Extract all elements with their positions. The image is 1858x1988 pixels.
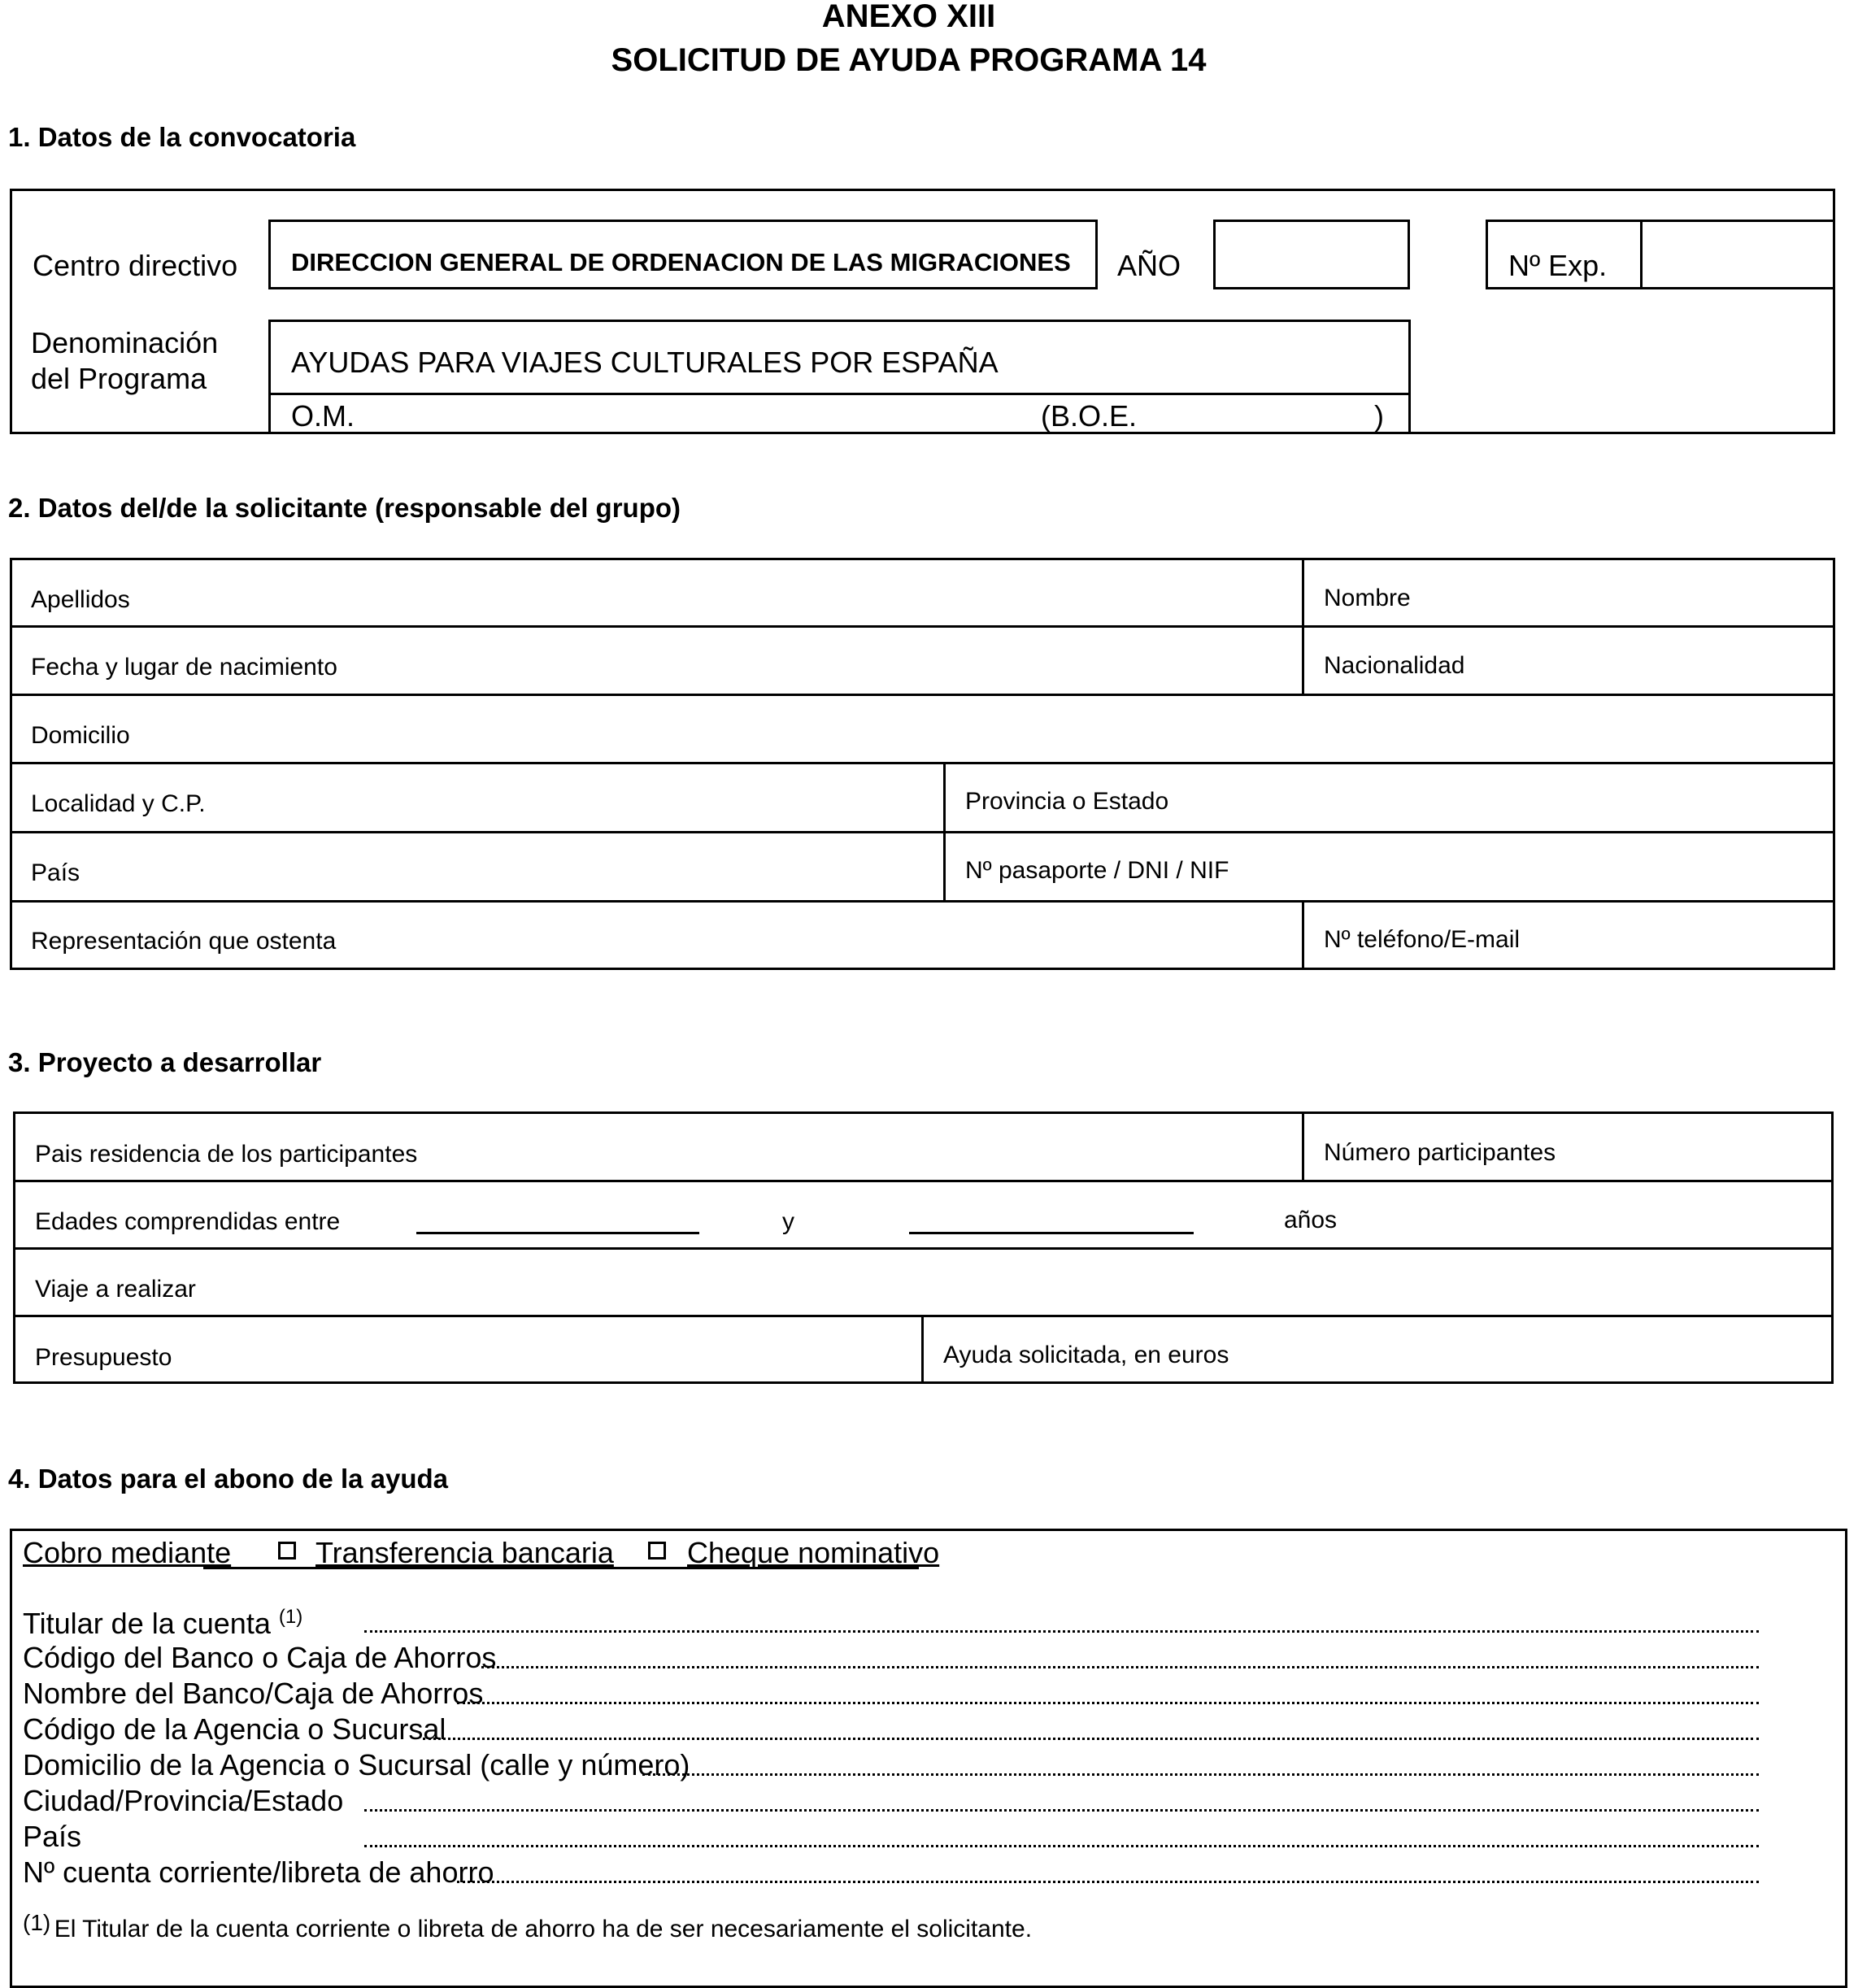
fecha-label: Fecha y lugar de nacimiento xyxy=(31,654,337,681)
numero-participantes-label: Número participantes xyxy=(1324,1139,1556,1166)
domicilio-agencia-label: Domicilio de la Agencia o Sucursal (calle y número) xyxy=(23,1748,690,1781)
section3-heading: 3. Proyecto a desarrollar xyxy=(8,1047,322,1077)
pais-abono-field[interactable] xyxy=(364,1845,1759,1847)
nombre-banco-label: Nombre del Banco/Caja de Ahorros xyxy=(23,1677,484,1710)
edad-max-line[interactable] xyxy=(909,1232,1194,1234)
programa-divider xyxy=(268,393,1411,395)
boe-label: (B.O.E. xyxy=(1041,399,1138,433)
exp-field[interactable] xyxy=(1643,222,1833,287)
anos-label: años xyxy=(1284,1207,1338,1233)
transferencia-label: Transferencia bancaria xyxy=(315,1536,614,1569)
nombre-label: Nombre xyxy=(1324,585,1411,611)
edades-y: y xyxy=(782,1208,794,1235)
s3-row-line-2 xyxy=(13,1247,1834,1250)
cheque-checkbox[interactable] xyxy=(648,1542,666,1560)
s2-row-line-5 xyxy=(10,900,1835,903)
codigo-banco-field[interactable] xyxy=(481,1666,1759,1668)
codigo-agencia-label: Código de la Agencia o Sucursal xyxy=(23,1712,446,1746)
ciudad-field[interactable] xyxy=(364,1809,1759,1812)
s2-col-line-a xyxy=(1302,558,1304,694)
centro-label: Centro directivo xyxy=(33,249,238,282)
exp-label: Nº Exp. xyxy=(1508,249,1608,282)
cobro-underline xyxy=(203,1567,919,1569)
viaje-label: Viaje a realizar xyxy=(35,1276,196,1303)
ciudad-label: Ciudad/Provincia/Estado xyxy=(23,1784,344,1817)
s3-row-line-1 xyxy=(13,1180,1834,1182)
programa-value: AYUDAS PARA VIAJES CULTURALES POR ESPAÑA xyxy=(291,346,999,379)
denominacion-label-2: del Programa xyxy=(31,362,207,395)
cheque-label: Cheque nominativo xyxy=(687,1536,940,1569)
cuenta-label: Nº cuenta corriente/libreta de ahorro xyxy=(23,1855,494,1889)
s2-row-line-3 xyxy=(10,762,1835,764)
titular-field[interactable] xyxy=(364,1630,1759,1633)
codigo-banco-label: Código del Banco o Caja de Ahorros xyxy=(23,1641,497,1674)
footnote xyxy=(23,1910,1033,1943)
centro-value: DIRECCION GENERAL DE ORDENACION DE LAS MIGRACIONES xyxy=(291,248,1071,276)
pais-abono-label: País xyxy=(23,1820,82,1853)
pasaporte-label: Nº pasaporte / DNI / NIF xyxy=(965,857,1229,884)
s2-col-line-b xyxy=(943,762,946,900)
cuenta-field[interactable] xyxy=(457,1881,1759,1883)
titular-label: Titular de la cuenta $^{(1)}$ xyxy=(23,1606,303,1640)
provincia-label: Provincia o Estado xyxy=(965,788,1169,815)
domicilio-agencia-field[interactable] xyxy=(642,1773,1759,1776)
denominacion-label-1: Denominación xyxy=(31,326,219,359)
s2-row-line-1 xyxy=(10,625,1835,628)
s3-col-line-b xyxy=(921,1315,924,1384)
form-title: SOLICITUD DE AYUDA PROGRAMA 14 xyxy=(611,42,1207,78)
section4-heading: 4. Datos para el abono de la ayuda xyxy=(8,1464,449,1494)
annex-title: ANEXO XIII xyxy=(821,0,996,34)
s2-row-line-4 xyxy=(10,831,1835,833)
anio-field[interactable] xyxy=(1213,220,1410,289)
section1-heading: 1. Datos de la convocatoria xyxy=(8,122,356,152)
localidad-label: Localidad y C.P. xyxy=(31,790,206,817)
cobro-label: Cobro mediante xyxy=(23,1536,232,1569)
om-label: O.M. xyxy=(291,399,355,433)
section2-heading: 2. Datos del/de la solicitante (responsable del grupo) xyxy=(8,493,681,523)
footnote-mark: (1) xyxy=(23,1910,51,1935)
codigo-agencia-field[interactable] xyxy=(423,1738,1759,1740)
apellidos-label: Apellidos xyxy=(31,586,130,613)
footnote-text: El Titular de la cuenta corriente o libreta de ahorro ha de ser necesariamente el solicitante. xyxy=(54,1916,1033,1942)
presupuesto-label: Presupuesto xyxy=(35,1344,172,1371)
pais-residencia-label: Pais residencia de los participantes xyxy=(35,1141,418,1168)
domicilio-label: Domicilio xyxy=(31,722,130,749)
s2-col-line-c xyxy=(1302,900,1304,970)
nombre-banco-field[interactable] xyxy=(457,1702,1759,1704)
representacion-label: Representación que ostenta xyxy=(31,928,337,955)
pais-label: País xyxy=(31,859,80,886)
telefono-label: Nº teléfono/E-mail xyxy=(1324,926,1521,953)
anio-label: AÑO xyxy=(1117,249,1181,282)
titular-note: (1) xyxy=(278,1606,303,1628)
boe-close: ) xyxy=(1374,399,1384,433)
edad-min-line[interactable] xyxy=(416,1232,699,1234)
ayuda-label: Ayuda solicitada, en euros xyxy=(943,1342,1229,1368)
transferencia-checkbox[interactable] xyxy=(278,1542,296,1560)
edades-label: Edades comprendidas entre xyxy=(35,1208,341,1235)
s3-col-line-a xyxy=(1302,1111,1304,1180)
nacionalidad-label: Nacionalidad xyxy=(1324,652,1465,679)
s2-row-line-2 xyxy=(10,694,1835,696)
